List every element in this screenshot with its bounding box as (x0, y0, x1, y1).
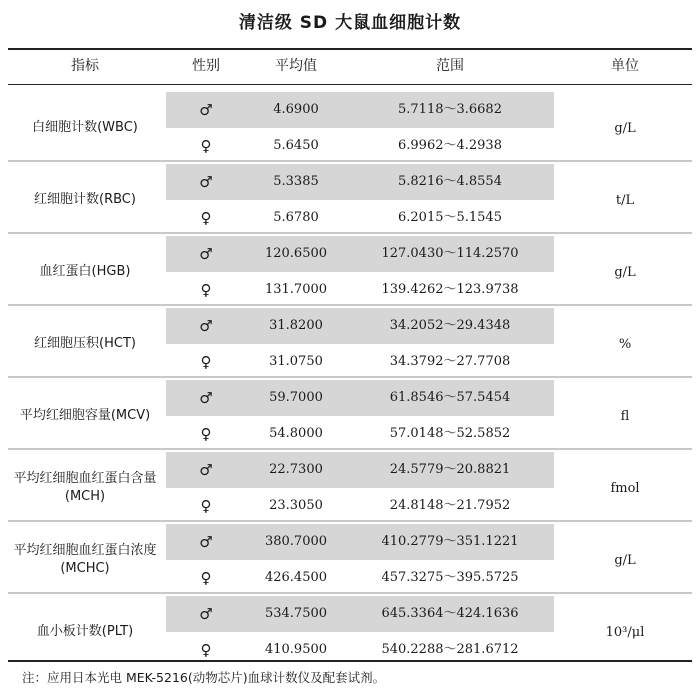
female-range: 24.8148～21.7952 (389, 498, 511, 513)
male-symbol: ♂ (199, 605, 213, 623)
male-symbol: ♂ (199, 245, 213, 263)
unit-label: 10³/μl (605, 624, 645, 640)
male-range: 127.0430～114.2570 (381, 246, 519, 261)
indicator-label: 白细胞计数(WBC) (32, 120, 138, 135)
male-range: 5.7118～3.6682 (398, 102, 502, 117)
female-range: 139.4262～123.9738 (381, 282, 519, 297)
male-symbol: ♂ (199, 389, 213, 407)
male-symbol: ♂ (199, 461, 213, 479)
header-mean: 平均值 (275, 58, 317, 74)
female-symbol: ♀ (200, 569, 212, 587)
male-range: 645.3364～424.1636 (381, 606, 519, 621)
female-mean: 23.3050 (269, 498, 323, 513)
female-range: 457.3275～395.5725 (381, 570, 519, 585)
male-symbol: ♂ (199, 101, 213, 119)
male-range: 34.2052～29.4348 (389, 318, 511, 333)
male-mean: 31.8200 (269, 318, 323, 333)
group-separator (8, 592, 692, 594)
female-symbol: ♀ (200, 137, 212, 155)
header-range: 范围 (436, 58, 464, 74)
unit-label: % (618, 336, 632, 352)
unit-label: fl (620, 408, 630, 424)
group-separator (8, 304, 692, 306)
female-range: 540.2288～281.6712 (381, 642, 519, 657)
female-mean: 131.7000 (264, 282, 328, 297)
indicator-label: 血红蛋白(HGB) (39, 264, 131, 279)
male-mean: 534.7500 (264, 606, 328, 621)
page-title: 清洁级 SD 大鼠血细胞计数 (238, 13, 462, 33)
female-range: 6.2015～5.1545 (398, 210, 502, 225)
female-range: 34.3792～27.7708 (389, 354, 511, 369)
female-mean: 5.6780 (273, 210, 319, 225)
female-symbol: ♀ (200, 209, 212, 227)
indicator-label: 血小板计数(PLT) (36, 624, 134, 639)
unit-label: g/L (614, 552, 636, 568)
group-separator (8, 448, 692, 450)
male-mean: 4.6900 (273, 102, 319, 117)
footnote: 注：应用日本光电 MEK-5216(动物芯片)血球计数仪及配套试剂。 (22, 670, 386, 685)
unit-label: t/L (615, 192, 635, 208)
male-symbol: ♂ (199, 317, 213, 335)
male-range: 61.8546～57.5454 (389, 390, 511, 405)
female-range: 57.0148～52.5852 (389, 426, 511, 441)
female-symbol: ♀ (200, 281, 212, 299)
group-separator (8, 160, 692, 162)
female-symbol: ♀ (200, 425, 212, 443)
male-range: 5.8216～4.8554 (398, 174, 502, 189)
indicator-label: 平均红细胞容量(MCV) (19, 408, 151, 423)
male-range: 410.2779～351.1221 (381, 534, 519, 549)
male-mean: 120.6500 (264, 246, 328, 261)
header-rule (8, 84, 692, 85)
group-separator (8, 376, 692, 378)
male-mean: 5.3385 (273, 174, 319, 189)
header-sex: 性别 (192, 58, 220, 74)
female-symbol: ♀ (200, 641, 212, 659)
indicator-label: 平均红细胞血红蛋白含量(MCH) (13, 471, 157, 504)
unit-label: fmol (610, 480, 640, 496)
male-mean: 59.7000 (269, 390, 323, 405)
male-range: 24.5779～20.8821 (389, 462, 511, 477)
female-range: 6.9962～4.2938 (398, 138, 502, 153)
male-symbol: ♂ (199, 533, 213, 551)
bottom-rule (8, 660, 692, 662)
female-symbol: ♀ (200, 497, 212, 515)
indicator-label: 红细胞计数(RBC) (34, 192, 136, 207)
female-mean: 426.4500 (264, 570, 328, 585)
indicator-label: 红细胞压积(HCT) (34, 336, 136, 351)
indicator-label: 平均红细胞血红蛋白浓度(MCHC) (13, 543, 157, 576)
female-mean: 5.6450 (273, 138, 319, 153)
group-separator (8, 520, 692, 522)
female-mean: 410.9500 (264, 642, 328, 657)
female-mean: 54.8000 (269, 426, 323, 441)
female-symbol: ♀ (200, 353, 212, 371)
male-symbol: ♂ (199, 173, 213, 191)
male-mean: 22.7300 (269, 462, 323, 477)
female-mean: 31.0750 (269, 354, 323, 369)
unit-label: g/L (614, 264, 636, 280)
unit-label: g/L (614, 120, 636, 136)
header-unit: 单位 (611, 58, 639, 74)
group-separator (8, 232, 692, 234)
header-indicator: 指标 (71, 58, 99, 74)
male-mean: 380.7000 (264, 534, 328, 549)
